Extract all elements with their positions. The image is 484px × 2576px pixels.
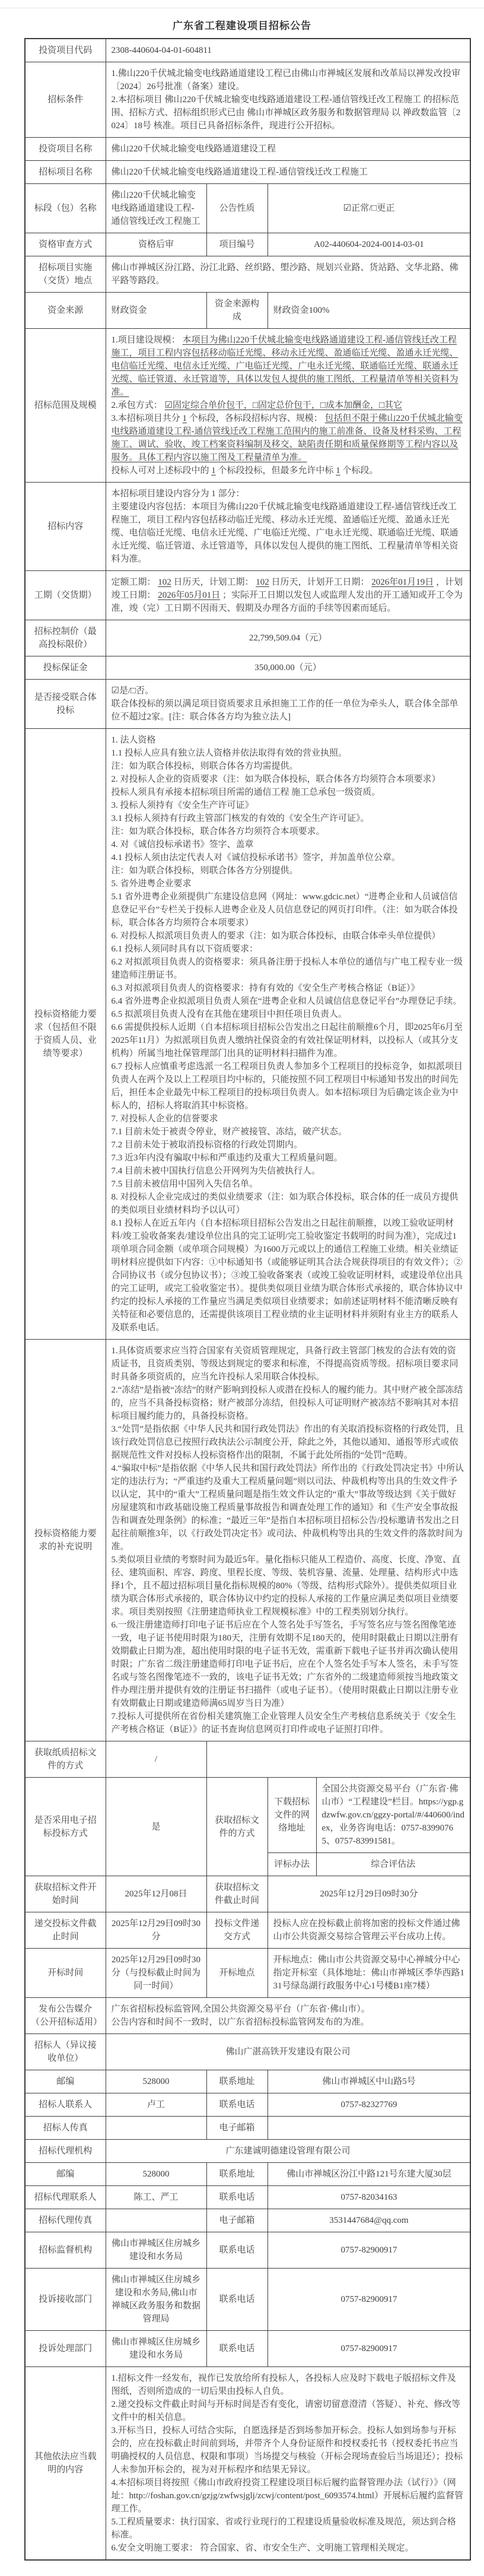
text-segment: 本项目为佛山220千伏城北输变电线路通道建设工程-通信管线迁改工程施工，项目工程内容包括移动临迁光缆、移动永迁光缆、盈通临迁光缆、盈通永迁光缆、电信临迁光缆、电信永迁光缆、广电临迁光缆、广电永迁光缆、联通临迁光缆、联通永迁光缆、临迁管道、永迁管道等，具体以发包人提供的施工图纸、工程量清单等相关资料为准。 bbox=[111, 335, 458, 397]
table-row bbox=[25, 1998, 470, 2034]
document bbox=[0, 8, 484, 2561]
paragraph: 陈工、严工 bbox=[133, 2193, 179, 2202]
paragraph: 7. 对投标人企业的信誉要求 bbox=[111, 1114, 218, 1124]
paragraph: 投标人须具有承接本招标项目所需的通信工程 施工总承包一级资质。 bbox=[111, 788, 381, 797]
field-label: 招标代理联系人 bbox=[25, 2186, 106, 2209]
paragraph: 2. 对投标人企业的资质要求（注：如为联合体投标，联合体各方均须符合本项要求） bbox=[111, 775, 441, 784]
paragraph: 全国公共资源交易平台（广东省·佛山市）“工程建设”栏目。https://ygp.gdzwfw.gov.cn/ggzy-portal/#/440600/index，业务咨询电话：0757-83990765、0757-83991581。 bbox=[321, 1784, 465, 1846]
paragraph: 6.6 需提供投标人近期（自本招标项目招标公告发出之日起往前顺推6个月，即2025年6月至2025年11月）为拟派项目负责人缴纳社保资金的有效社保证明材料，以投标人（或其分支机构）所属当地社保管理部门出具的证明材料扫描件为准。 bbox=[111, 1023, 463, 1058]
paragraph: 4. 对《诚信投标承诺书》签字、盖章 bbox=[111, 840, 254, 849]
field-label: 是否接受联合体投标 bbox=[25, 680, 106, 729]
field-label: 投资项目名称 bbox=[25, 138, 106, 161]
table-row bbox=[25, 2367, 470, 2561]
field-label: 下载招标文件的网络地址 bbox=[268, 1778, 316, 1853]
text-segment: 1 bbox=[211, 466, 216, 475]
field-value bbox=[268, 1949, 470, 1998]
paragraph: 6. 对投标人拟派项目负责人的要求（注：如为联合体投标，由联合体牵头单位提供） bbox=[111, 931, 441, 941]
field-value bbox=[106, 1778, 206, 1876]
paragraph: 佛山市禅城区住房城乡建设和水务局,佛山市禅城区政务服务和数据管理局 bbox=[111, 2275, 200, 2324]
field-value bbox=[106, 138, 470, 161]
announcement-table bbox=[24, 38, 471, 2561]
field-value bbox=[268, 2209, 470, 2232]
field-value bbox=[106, 161, 470, 184]
field-value bbox=[268, 2186, 470, 2209]
paragraph bbox=[112, 412, 465, 464]
field-value bbox=[268, 2331, 470, 2367]
field-value bbox=[106, 2117, 206, 2140]
field-value bbox=[106, 1998, 470, 2034]
field-value bbox=[106, 233, 206, 256]
field-label: 招标人传真 bbox=[25, 2117, 106, 2140]
paragraph: 3.“处罚”是指依据《中华人民共和国行政处罚法》作出的有关取消投标资格的行政处罚，且该行政处罚信息已按照行政执法公示制度公开，除此之外，其他以通知、通报等形式或依据规范性文件对投标人投标资格作出的限制，不属于此处所指的“处罚”范畴。 bbox=[111, 1425, 464, 1460]
paragraph: 佛山市禅城区住房城乡建设和水务局 bbox=[111, 2239, 200, 2261]
field-value bbox=[268, 1876, 470, 1912]
paragraph: 8.1 投标人在近五年内（自本招标项目招标公告发出之日起往前顺推，以竣工验收证明材料/竣工验收备案表/建设单位出具的完工证明/完工验收鉴定书载明的时间为准），完成过1项单项合同金额（或单项合同规模）为1600万元或以上的通信工程施工业绩。相关业绩证明材料应提供如下内容：①中标通知书（或能够证明其合法合规获得项目的有效文件）；②合同协议书（或分包协议书）；③竣工验收备案表（或竣工验收证明材料，或建设单位出具的完工证明，或完工验收鉴定书）。提供类似项目业绩为联合体形式承接的，联合体协议中约定的投标人承接的工作量应当满足类似项目业绩要求；如前述证明材料不能清晰反映有关特征和必要信息的，还需提供该项目工程业绩的业主证明材料并须附有业主方的联系人及联系电话。 bbox=[111, 1219, 463, 1333]
field-label: 投标文件递交方式 bbox=[206, 1912, 268, 1949]
field-value bbox=[106, 2269, 206, 2331]
field-value bbox=[268, 2070, 470, 2093]
table-row bbox=[25, 571, 470, 620]
table-row bbox=[25, 138, 470, 161]
paragraph: 开标地点：佛山市公共资源交易中心禅城分中心指定开标室（具体地址：佛山市禅城区季华西路131号绿岛湖行政服务中心1号楼B1座7楼） bbox=[273, 1955, 465, 1991]
field-label: 联系地址 bbox=[206, 2163, 268, 2186]
table-row bbox=[25, 39, 470, 62]
field-label: 资金来源 bbox=[25, 293, 106, 329]
paragraph: 7.3 近3年内没有骗取中标和严重违约及重大工程质量问题。 bbox=[111, 1153, 343, 1163]
field-value bbox=[106, 293, 206, 329]
field-value bbox=[106, 2367, 470, 2561]
table-subrow bbox=[25, 1741, 470, 1778]
paragraph: 佛山220千伏城北输变电线路通道建设工程-通信管线迁改工程施工 bbox=[111, 167, 368, 177]
field-value bbox=[106, 729, 470, 1340]
paragraph: 7.1 目前未处于被责令停业，财产被接管、冻结，破产状态。 bbox=[111, 1127, 348, 1137]
paragraph: 是 bbox=[151, 1822, 161, 1832]
field-label: 开标地点 bbox=[206, 1949, 268, 1998]
field-value bbox=[268, 233, 470, 256]
text-segment: ，计划竣工日期： bbox=[111, 578, 463, 600]
field-value bbox=[106, 483, 470, 571]
field-label: 招标控制价（最高投标限价） bbox=[25, 620, 106, 656]
field-label: 联系地址 bbox=[206, 2070, 268, 2093]
paragraph: 广东建诚明德建设管理有限公司 bbox=[225, 2146, 351, 2156]
paragraph: ☑正常/□更正 bbox=[343, 204, 395, 213]
paragraph: 5.工程质量要求：执行国家、省或行业现行的工程建设质量验收标准及规范，须达到合格标准。 bbox=[111, 2517, 456, 2540]
paragraph: 6.1 投标人须同时具有以下资质要求： bbox=[111, 944, 259, 954]
field-label: 联系电话 bbox=[206, 2232, 268, 2269]
field-value bbox=[268, 1912, 470, 1949]
paragraph: 6.安全文明施工要求： 符合国家、省、市安全生产、文明施工管理相关规定。 bbox=[111, 2543, 414, 2553]
text-segment: 2026年05月01日 bbox=[158, 591, 221, 600]
paragraph: 佛山广湛高铁开发建设有限公司 bbox=[225, 2047, 351, 2057]
field-value bbox=[268, 2093, 470, 2117]
paragraph: 佛山市禅城区汾江路、汾江北路、丝织路、塱沙路、规划兴业路、货站路、文华北路、佛平路等路段。 bbox=[111, 263, 458, 285]
paragraph: 2.本招标项目 佛山220千伏城北输变电线路通道建设工程-通信管线迁改工程施工 的招标范围、招标方式、招标组织形式已由 佛山市禅城区政务服务和数据管理局 以 禅政数监管〔2024〕18号 核准。项目已具备招标条件，现进行公开招标。 bbox=[111, 95, 461, 131]
text-segment: 个标段。 bbox=[340, 466, 378, 475]
field-label: 招标代理机构 bbox=[25, 2140, 106, 2163]
paragraph: 6.7 投标人应慎重考虑选派一名工程项目负责人参加多个工程项目的投标竞争，如拟派项目负责人在两个及以上工程项目均中标的，只能按照不同工程项目中标通知书发出的时间先后，担任本企业最先中标工程项目的投标项目负责人。如本招标项目为后确定该企业为中标人的，招标人将取消其中标资格。 bbox=[111, 1062, 463, 1111]
paragraph: 2025年12月29日09时30分 bbox=[111, 1919, 200, 1941]
paragraph: 2308-440604-04-01-604811 bbox=[111, 46, 212, 55]
table-row bbox=[25, 2186, 470, 2209]
field-label: 投诉处理部门 bbox=[25, 2331, 106, 2367]
field-label: 工期（交货期） bbox=[25, 571, 106, 620]
paragraph: 0757-82900917 bbox=[340, 2245, 397, 2255]
paragraph: 7.2 目前未处于被取消投标资格的行政处罚期内。 bbox=[111, 1140, 303, 1150]
field-value bbox=[106, 2209, 206, 2232]
field-value bbox=[106, 2186, 206, 2209]
field-label: 获取招标文件开始时间 bbox=[25, 1876, 106, 1912]
field-value bbox=[106, 1340, 470, 1741]
paragraph: 6.5 拟派项目负责人没有在其他在建项目中担任项目负责人。 bbox=[111, 1010, 348, 1019]
paragraph: 2.递交投标文件截止时间与开标时间是否有变化，请密切留意澄清（答疑）、补充、修改等文件中的相关信息。 bbox=[111, 2400, 461, 2422]
table-row bbox=[25, 1778, 470, 1853]
paragraph: 佛山市禅城区汾江中路121号东建大厦30层 bbox=[286, 2169, 451, 2179]
field-label: 递交投标文件截止时间 bbox=[25, 1912, 106, 1949]
paragraph: 3.开标当日，投标人可结合实际，自愿选择是否到场参加开标会。投标人如到场参与开标会的，应在投标截止时间前到场，并带齐个人身份证原件和授权委托书（授权委托书应当明确授权的人员信息、权限和事项）当场提交与核验（开标会现场查验后当场退还）；投标人未参加开标会的，视为对开标程序和结果无异议。 bbox=[111, 2426, 463, 2475]
text-segment: 1 bbox=[182, 414, 187, 423]
field-label: 招标项目名称 bbox=[25, 161, 106, 184]
field-label: 投标资格能力要求（包括但不限于资质人员、业绩等要求） bbox=[25, 729, 106, 1340]
field-label: 获取招标文件截止时间 bbox=[206, 1876, 268, 1912]
field-label: 其他依法应当载明的内容 bbox=[25, 2367, 106, 2561]
paragraph: 财政资金100% bbox=[273, 306, 330, 315]
paragraph: 2025年12月08日 bbox=[125, 1889, 187, 1899]
field-label: 投资项目代码 bbox=[25, 39, 106, 62]
field-label: 电子邮箱 bbox=[206, 2117, 268, 2140]
field-value bbox=[106, 329, 470, 483]
paragraph: 0757-82900917 bbox=[340, 2295, 397, 2304]
paragraph: 6.2 对拟派项目负责人的资格要求：须具备注册于投标人本单位的通信与广电工程专业一级建造师注册证书。 bbox=[111, 957, 463, 980]
table-row bbox=[25, 483, 470, 571]
field-value bbox=[106, 39, 470, 62]
paragraph bbox=[112, 399, 465, 412]
field-label: 招标条件 bbox=[25, 62, 106, 138]
text-segment: 个标段投标，但最多允许中标 bbox=[215, 466, 336, 475]
paragraph: 6.3 对拟派项目负责人的资格要求：持有有效的《安全生产考核合格证（B证）》 bbox=[111, 984, 420, 993]
field-label: 电子邮箱 bbox=[206, 2209, 268, 2232]
announcement-table-body bbox=[25, 39, 470, 2560]
paragraph: 528000 bbox=[142, 2077, 170, 2086]
text-segment: 3.本招标项目共分 bbox=[111, 414, 183, 423]
paragraph: A02-440604-2024-0014-03-01 bbox=[314, 240, 424, 249]
table-row bbox=[25, 620, 470, 656]
field-value bbox=[106, 2163, 206, 2186]
table-row bbox=[25, 2331, 470, 2367]
paragraph: 综合评估法 bbox=[371, 1860, 416, 1869]
paragraph: 2025年12月29日09时30分 bbox=[320, 1889, 418, 1899]
field-label: 招标监督机构 bbox=[25, 2232, 106, 2269]
field-value bbox=[106, 1741, 206, 1778]
text-segment: 2026年01月19日 bbox=[371, 578, 434, 587]
table-row bbox=[25, 2140, 470, 2163]
field-label: 投诉接收部门 bbox=[25, 2269, 106, 2331]
paragraph bbox=[273, 2121, 465, 2134]
field-value bbox=[106, 2140, 470, 2163]
paragraph: 350,000.00（元） bbox=[254, 663, 321, 672]
field-value bbox=[106, 62, 470, 138]
paragraph: 卢工 bbox=[147, 2100, 165, 2109]
text-segment: 日历天，计划开工日期： bbox=[269, 578, 372, 587]
paragraph: 佛山220千伏城北输变电线路通道建设工程 bbox=[111, 144, 276, 154]
paragraph: 1. 法人资格 bbox=[111, 735, 156, 745]
paragraph: 广东省招标投标监管网,全国公共资源交易平台（广东省·佛山市）。 bbox=[111, 2004, 370, 2014]
field-label: 招标范围及规模 bbox=[25, 329, 106, 483]
text-segment: 投标人可对上述标段中的 bbox=[111, 466, 212, 475]
field-value bbox=[268, 184, 470, 233]
paragraph: 佛山市禅城区住房城乡建设和水务局 bbox=[111, 2337, 200, 2360]
field-value bbox=[106, 571, 470, 620]
paragraph: 注：如为联合体投标，则联合体各方分别提供。 bbox=[111, 866, 298, 875]
field-value bbox=[106, 2070, 206, 2093]
table-row bbox=[25, 161, 470, 184]
table-row bbox=[25, 1340, 470, 1741]
field-label: 投标保证金 bbox=[25, 656, 106, 680]
field-value bbox=[106, 680, 470, 729]
table-row bbox=[25, 2070, 470, 2093]
text-segment: 102 bbox=[158, 578, 171, 587]
paragraph: / bbox=[154, 1755, 158, 1764]
field-label: 招标内容 bbox=[25, 483, 106, 571]
paragraph: 联合体投标的须以满足项目资质要求且承担施工工作的任一单位为牵头人，联合体全部单位不超过2家。[注：联合体各方均为独立法人] bbox=[111, 699, 458, 722]
table-row bbox=[25, 2163, 470, 2186]
field-value bbox=[316, 1778, 470, 1853]
field-value bbox=[316, 1853, 470, 1876]
paragraph: 公告内容和时间不一致时，以广东省招标投标监管网发布的为准。 bbox=[111, 2017, 370, 2027]
field-label: 获取纸质招标文件的方式 bbox=[25, 1741, 106, 1778]
table-row bbox=[25, 329, 470, 483]
paragraph: 1.招标文件一经发布，视作已发放给所有投标人，各投标人应及时下载电子版招标文件及图纸，否则所造成的一切后果由投标人自负。 bbox=[111, 2374, 456, 2396]
field-label: 招标代理传真 bbox=[25, 2209, 106, 2232]
paragraph bbox=[112, 576, 465, 615]
table-row bbox=[25, 62, 470, 138]
paragraph bbox=[112, 2121, 201, 2134]
text-segment: 包括但不限于佛山220千伏城北输变电线路通道建设工程-通信管线迁改工程施工范围内的施工前准备、设备及材料采购、工程施工、调试、验收、竣工档案资料编制及移交、缺陷责任期和质量保修期等工程内容以及服务。具体工程内容以施工图及工程量清单为准。 bbox=[111, 414, 463, 462]
paragraph: 5.1 省外进粤企业须提供广东建设信息网（网址：www.gdcic.net）“进粤企业和人员诚信信息登记平台”专栏关于投标人进粤企业及人员信息登记的网页打印件。（注：如为联合体投标，联合体各方均须符合本项要求） bbox=[111, 892, 458, 928]
paragraph: 1.具体资质要求应当符合国家有关资质管理规定，具备行政主管部门核发的合法有效的资质证书，且资质类别、等级达到规定的要求和标准，不得提高资质等级。招标项目要求同时具备多项资质的，应当允许投标人采用联合体投标。 bbox=[111, 1346, 458, 1382]
field-label: 资格审查方式 bbox=[25, 233, 106, 256]
table-row bbox=[25, 729, 470, 1340]
field-label: 获取招标文件的方式 bbox=[206, 1778, 268, 1876]
field-label: 联系电话 bbox=[206, 2269, 268, 2331]
table-row bbox=[25, 1912, 470, 1949]
text-segment: 个标段，各标段招标内容、规模： bbox=[187, 414, 325, 423]
table-row bbox=[25, 233, 470, 256]
field-label: 是否采用电子招标投标方式 bbox=[25, 1778, 106, 1876]
field-label: 资金来源构成 bbox=[206, 293, 268, 329]
paragraph bbox=[112, 464, 465, 477]
paragraph: 22,799,509.04（元） bbox=[249, 633, 327, 643]
paragraph: 主要建设内容包括：本项目为佛山220千伏城北输变电线路通道建设工程-通信管线迁改工程施工，项目工程内容包括移动临迁光缆、移动永迁光缆、盈通临迁光缆、盈通永迁光缆、电信临迁光缆、电信永迁光缆、广电临迁光缆、广电永迁光缆、联通临迁光缆、联通永迁光缆、临迁管道、永迁管道等，具体以发包人提供的施工图纸、工程量清单等相关资料为准。 bbox=[111, 502, 458, 564]
table-row bbox=[25, 2117, 470, 2140]
table-row bbox=[25, 2034, 470, 2070]
table-row bbox=[25, 2209, 470, 2232]
paragraph: 1.佛山220千伏城北输变电线路通道建设工程已由佛山市禅城区发展和改革局以禅发改投审〔2024〕26号批准（备案）建设。 bbox=[111, 69, 461, 91]
field-label: 联系电话 bbox=[206, 2331, 268, 2367]
field-label: 招标项目实施（交货）地点 bbox=[25, 256, 106, 293]
field-label: 投标资格能力要求的补充说明 bbox=[25, 1340, 106, 1741]
field-label: 招标人联系人 bbox=[25, 2093, 106, 2117]
paragraph: 资格后审 bbox=[138, 240, 174, 249]
field-value bbox=[106, 256, 470, 293]
paragraph: 8. 对投标人企业完成过的类似业绩要求（注：如为联合体投标，联合体的任一成员方提供的类似项目业绩材料均予以认可） bbox=[111, 1192, 458, 1215]
field-value bbox=[106, 1876, 206, 1912]
paragraph: 5.类似项目业绩的考察时间为最近5年。量化指标只能从工程造价、高度、长度、净宽、直径、建筑面积、库容、跨度、里程长度、等级、装机容量、流量、处理量、结构形式中选择1个，且不超过招标项目量化指标规模的80%（等级、结构形式除外）。提供类似项目业绩为联合体形式承接的，联合体协议中约定的投标人承接的工作量应满足类似项目业绩要求。项目类别按照《注册建造师执业工程规模标准》中的工程类别划分执行。 bbox=[111, 1555, 461, 1617]
field-label: 标段（包）名称 bbox=[25, 184, 106, 233]
paragraph: 7.4 目前未被中国执行信息公开网列为失信被执行人。 bbox=[111, 1166, 321, 1176]
text-segment: 2.承包方式： bbox=[111, 401, 165, 410]
field-value bbox=[106, 1912, 206, 1949]
table-row bbox=[25, 656, 470, 680]
paragraph: 注：如为联合体投标，则联合体各方均需提供。 bbox=[111, 762, 298, 771]
field-label: 评标办法 bbox=[268, 1853, 316, 1876]
field-value bbox=[106, 1949, 206, 1998]
field-label: 联系电话 bbox=[206, 2186, 268, 2209]
paragraph: 4.“骗取中标”是指依据《中华人民共和国行政处罚法》所作出的《行政处罚决定书》中所认定的违法行为；“严重违约及重大工程质量问题”则以司法、仲裁机构等出具的生效文件予以认定，其中的“重大”工程质量问题是指生效文件认定的“重大”事故等级达到《关于做好房屋建筑和市政基础设施工程质量事故报告和调查处理工作的通知》和《生产安全事故报告和调查处理条例》的标准；“最近三年”是指自本招标项目招标公告/投标邀请书发出之日起往前顺推3年，以《行政处罚决定书》或司法、仲裁机构等出具的生效文件的落款时间为准。 bbox=[111, 1464, 464, 1552]
paragraph: 2.“冻结”是指被“冻结”的财产影响到投标人或潜在投标人的履约能力。其中财产被全部冻结的，应当不具备投标资格；财产被部分冻结，但投标人可证明财产被冻结不影响其对本招标项目履约能力的，具备投标资格。 bbox=[111, 1385, 463, 1421]
paragraph: 注：如为联合体投标，联合体各方均须符合本项要求。 bbox=[111, 827, 325, 836]
paragraph: 佛山市禅城区中山路5号 bbox=[322, 2077, 416, 2086]
paragraph: 0757-82327769 bbox=[340, 2100, 397, 2109]
paragraph: 0757-82900917 bbox=[340, 2344, 397, 2353]
page-title: 广东省工程建设项目招标公告 bbox=[173, 20, 311, 31]
paragraph: 528000 bbox=[142, 2169, 170, 2179]
paragraph: 7.投标人可提供所在省份相关建筑施工企业管理人员安全生产考核信息系统关于《安全生产考核合格证（B证）》的证书查询信息网页打印件或电子证照打印件。 bbox=[111, 1712, 456, 1734]
paragraph: 6.4 省外进粤企业拟派项目负责人须在“进粤企业和人员诚信信息登记平台”办理登记手续。 bbox=[111, 997, 462, 1006]
paragraph: 投标人应在投标截止前将加密的投标文件通过佛山市公共资源交易综合管理云平台成功上传。 bbox=[273, 1919, 460, 1941]
paragraph: 6.一级注册建造师打印电子证书后应在个人签名处手写签名，手写签名应与签名图像笔迹一致，电子证书使用时限为180天，注册有效期不足180天的，使用时限截止日期以注册有效期截止日期为准，超出使用时限的电子证书无效，需重新下载电子证书并再次确认使用时限；广东省二级注册建造师打印电子证书后，应在个人签名处手写本人签名，未手写签名或与签名图像笔迹不一致的，该电子证书无效；广东省外的二级建造师须按当地政策文件办理注册并提供有效的注册证书扫描件（或电子证书）。（使用时限截止日期以注册专业有效期截止日期或建造师满65周岁当日为准） bbox=[111, 1620, 458, 1708]
text-segment: ；实际开工日期以发包人或监理人发出的开工通知或开工令为准，竣（完）工日期不因雨天、假期及办理各方面的手续等因素而延后。 bbox=[111, 591, 463, 613]
field-label: 邮编 bbox=[25, 2163, 106, 2186]
paragraph: 0757-82034163 bbox=[340, 2193, 397, 2202]
field-value bbox=[268, 2269, 470, 2331]
paragraph: 佛山220千伏城北输变电线路通道建设工程-通信管线迁改工程施工 bbox=[111, 191, 200, 226]
field-label: 联系电话 bbox=[206, 2093, 268, 2117]
paragraph: 3.1 投标人须持有行政主管部门核发的有效的《安全生产许可证》。 bbox=[111, 814, 370, 823]
field-value bbox=[106, 620, 470, 656]
table-row bbox=[25, 680, 470, 729]
field-label: 公告性质 bbox=[206, 184, 268, 233]
paragraph bbox=[112, 334, 465, 399]
field-value bbox=[106, 2331, 206, 2367]
table-row bbox=[25, 293, 470, 329]
field-label: 招标人（异议接收单位） bbox=[25, 2034, 106, 2070]
paragraph: 财政资金 bbox=[111, 306, 147, 315]
table-row bbox=[25, 2269, 470, 2331]
field-value bbox=[268, 293, 470, 329]
text-segment: 1.项目建设规模： bbox=[111, 335, 183, 345]
paragraph: 3. 投标人须持有《安全生产许可证》 bbox=[111, 801, 254, 810]
paragraph: 本招标项目建设内容分为 1 部分： bbox=[111, 489, 245, 499]
text-segment: 1 bbox=[336, 466, 340, 475]
text-segment: 102 bbox=[256, 578, 269, 587]
paragraph bbox=[112, 2214, 201, 2227]
table-row bbox=[25, 184, 470, 233]
field-label: 开标时间 bbox=[25, 1949, 106, 1998]
text-segment: 日历天，计划工期： bbox=[171, 578, 256, 587]
table-row bbox=[25, 1949, 470, 1998]
table-row bbox=[25, 256, 470, 293]
field-label: 邮编 bbox=[25, 2070, 106, 2093]
paragraph: ☑是/□否。 bbox=[111, 686, 154, 696]
text-segment: 定额工期： bbox=[111, 578, 158, 587]
field-value bbox=[268, 2117, 470, 2140]
paragraph: 5. 省外进粤企业要求 bbox=[111, 879, 192, 889]
field-value bbox=[106, 184, 206, 233]
paragraph: 7.5 目前未被信用中国列入失信名单。 bbox=[111, 1179, 259, 1189]
table-row bbox=[25, 1876, 470, 1912]
table-row bbox=[25, 2232, 470, 2269]
table-row bbox=[25, 2093, 470, 2117]
field-value bbox=[268, 2163, 470, 2186]
paragraph: 1.1 投标人应具有独立法人资格并依法取得有效的营业执照。 bbox=[111, 748, 348, 758]
field-label: 项目编号 bbox=[206, 233, 268, 256]
paragraph: 2025年12月29日09时30分（与投标截止时间为同一时间） bbox=[111, 1955, 200, 1991]
text-segment: ☑固定综合单价包干，□固定总价包干，□成本加酬金，□其它 bbox=[164, 401, 403, 410]
paragraph: 4.1 投标人须由法定代表人对《诚信投标承诺书》签字，并加盖单位公章。 bbox=[111, 853, 401, 862]
field-value bbox=[106, 2232, 206, 2269]
paragraph: 3531447684@qq.com bbox=[329, 2216, 409, 2225]
field-value bbox=[106, 2093, 206, 2117]
paragraph: 4.本招标项目将按照《佛山市政府投资工程建设项目标后履约监督管理办法（试行）》（网址：http://foshan.gov.cn/gzjg/zwfwsjglj/zcwj/content/post_6093574.html）开展标后履约监督管理工作。 bbox=[111, 2478, 464, 2514]
field-value bbox=[106, 2034, 470, 2070]
field-value bbox=[106, 656, 470, 680]
field-label: 发布公告媒介（公开招标适用） bbox=[25, 1998, 106, 2034]
field-value bbox=[268, 2232, 470, 2269]
